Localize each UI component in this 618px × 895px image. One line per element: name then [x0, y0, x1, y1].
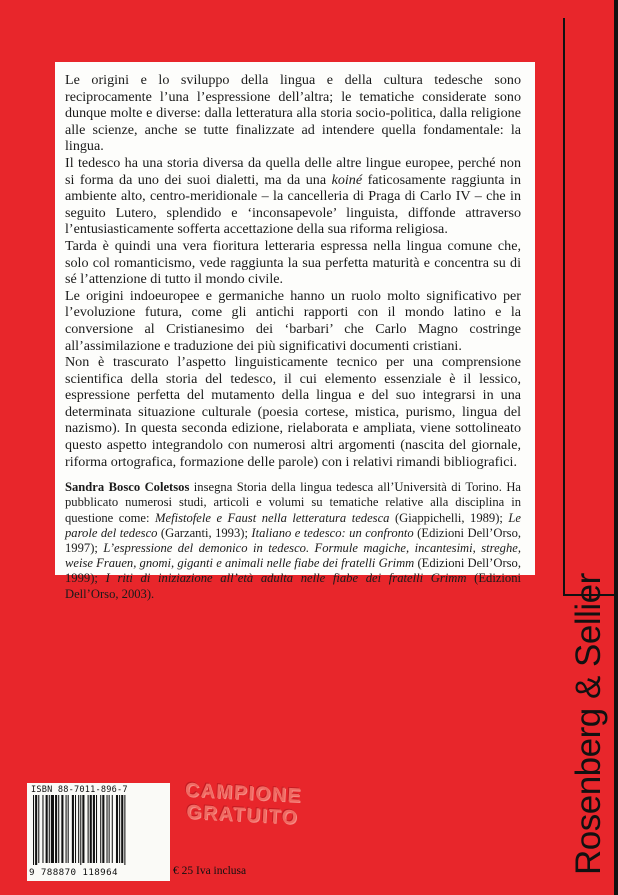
barcode-bar	[82, 795, 84, 863]
blurb-paragraph-5: Non è trascurato l’aspetto linguisticamente tecnico per una comprensione scientifica della storia del tedesco, il cui elemento essenziale è il lessico, espressione perfetta del mutamento della lingua e del suo integrarsi in una determinata situazione culturale (poesia cortese, mistica, purismo, lingua del nazismo). In questa seconda edizione, rielaborata e ampliata, viene sottolineato questo aspetto integrandolo con numerosi altri argomenti (nascita del giornale, riforma ortografica, formazione delle parole) con i relativi rimandi bibliografici.	[65, 354, 521, 470]
barcode-bar	[90, 795, 92, 863]
work-title: Le parole del tedesco	[65, 510, 521, 540]
sample-stamp	[182, 779, 304, 829]
blurb-panel	[55, 62, 535, 601]
barcode-label	[27, 783, 170, 881]
isbn: ISBN 88-7011-896-7	[31, 785, 128, 795]
barcode-bar	[35, 795, 37, 865]
barcode-bar	[112, 795, 113, 863]
blurb-paragraph-2-text: Il tedesco ha una storia diversa da quella delle altre lingue europee, perché non si forma da uno dei suoi dialetti, ma da una	[65, 154, 521, 188]
author-bio-text: insegna Storia della lingua tedesca all’Università di Torino. Ha pubblicato numerosi studi, articoli e volumi su tematiche relative alla disciplina in questione come:	[65, 480, 522, 525]
barcode-bar	[68, 795, 69, 863]
publication-info: (Edizioni Dell’Orso, 2003).	[65, 571, 522, 601]
barcode-bar	[102, 795, 104, 863]
barcode-bar	[78, 795, 79, 863]
barcode-bar	[119, 795, 120, 863]
author-name: Sandra Bosco Coletsos	[65, 480, 190, 495]
work-title: Mefistofele e Faust nella letteratura tedesca	[155, 510, 390, 525]
barcode-bar	[100, 795, 101, 863]
barcode-bar	[55, 795, 57, 863]
blurb-paragraph-2-text-cont: faticosamente raggiunta in ambiente alto, centro-meridionale – la cancelleria di Praga di Carlo IV – che in seguito Lutero, splendido e ‘inconsapevole’ linguista, diffonde attraverso l’entusiasticamente sofferta accettazione della sua riforma religiosa.	[65, 171, 521, 238]
blurb-paragraph-3: Tarda è quindi una vera fioritura letteraria espressa nella lingua comune che, solo col romanticismo, vede raggiunta la sua perfetta maturità e concentra su di sé l’attenzione di tutto il mondo civile.	[65, 237, 521, 288]
barcode-bar	[121, 795, 123, 863]
barcode-bar	[75, 795, 76, 863]
barcode-bar	[66, 795, 67, 863]
barcode-bar	[88, 795, 89, 863]
barcode-bar	[80, 795, 81, 865]
price-label: € 25 Iva inclusa	[173, 865, 247, 877]
barcode-bar	[116, 795, 118, 863]
work-title: I riti di iniziazione all’età adulta nelle fiabe dei fratelli Grimm	[105, 571, 467, 586]
barcode-bar	[124, 795, 125, 865]
barcode-bar	[107, 795, 108, 863]
stamp-line-1: CAMPIONE	[184, 778, 303, 808]
author-bio	[65, 480, 521, 602]
barcode-bar	[72, 795, 74, 863]
work-title: Italiano e tedesco: un confronto	[251, 525, 414, 540]
barcode-bar	[109, 795, 110, 863]
koine-term: koiné	[331, 171, 363, 188]
barcode-bar	[58, 795, 59, 863]
blurb-paragraph-2	[65, 155, 521, 238]
barcode-bar	[33, 795, 34, 865]
page-edge	[614, 0, 618, 895]
publication-info: (Edizioni Dell’Orso, 1999);	[65, 556, 521, 586]
publisher-logo: Rosenberg & Sellier	[569, 573, 608, 875]
publication-info: (Giappichelli, 1989);	[389, 510, 509, 525]
publication-info: (Edizioni Dell’Orso, 1997);	[65, 525, 522, 556]
barcode-bar	[46, 795, 48, 863]
work-title: L’espressione del demonico in tedesco. Formule magiche, incantesimi, streghe, weise Frauen, gnomi, giganti e animali nelle fiabe dei fratelli Grimm	[65, 541, 521, 571]
barcode-bar	[49, 795, 50, 863]
stamp-line-2: GRATUITO	[185, 801, 299, 829]
blurb-paragraph-4: Le origini indoeuropee e germaniche hanno un ruolo molto significativo per l’evoluzione futura, come gli antichi rapporti con il mondo latino e la conversione al Cristianesimo dei ‘barbari’ che Carlo Magno costringe all’assimilazione e traduzione dei più significativi documenti cristiani.	[65, 287, 521, 354]
ean-number: 9 788870 118964	[29, 867, 118, 878]
barcode-bar	[38, 795, 39, 863]
barcode-bar	[61, 795, 63, 863]
blurb-paragraph-1: Le origini e lo sviluppo della lingua e della cultura tedesche sono reciprocamente l’una l’espressione dell’altra; le tematiche considerate sono dunque molte e diverse: dalla letteratura alla storia socio-politica, dalla religione alle scienze, anche se tutte finalizzate ad intendere quella fondamentale: la lingua.	[65, 72, 521, 155]
vertical-rule	[563, 18, 565, 595]
barcode-bar	[51, 795, 54, 863]
publication-info: (Garzanti, 1993);	[157, 525, 252, 540]
barcode-bar	[96, 795, 97, 863]
barcode-bar	[93, 795, 95, 863]
barcode-icon	[31, 795, 167, 865]
barcode-bar	[42, 795, 43, 863]
